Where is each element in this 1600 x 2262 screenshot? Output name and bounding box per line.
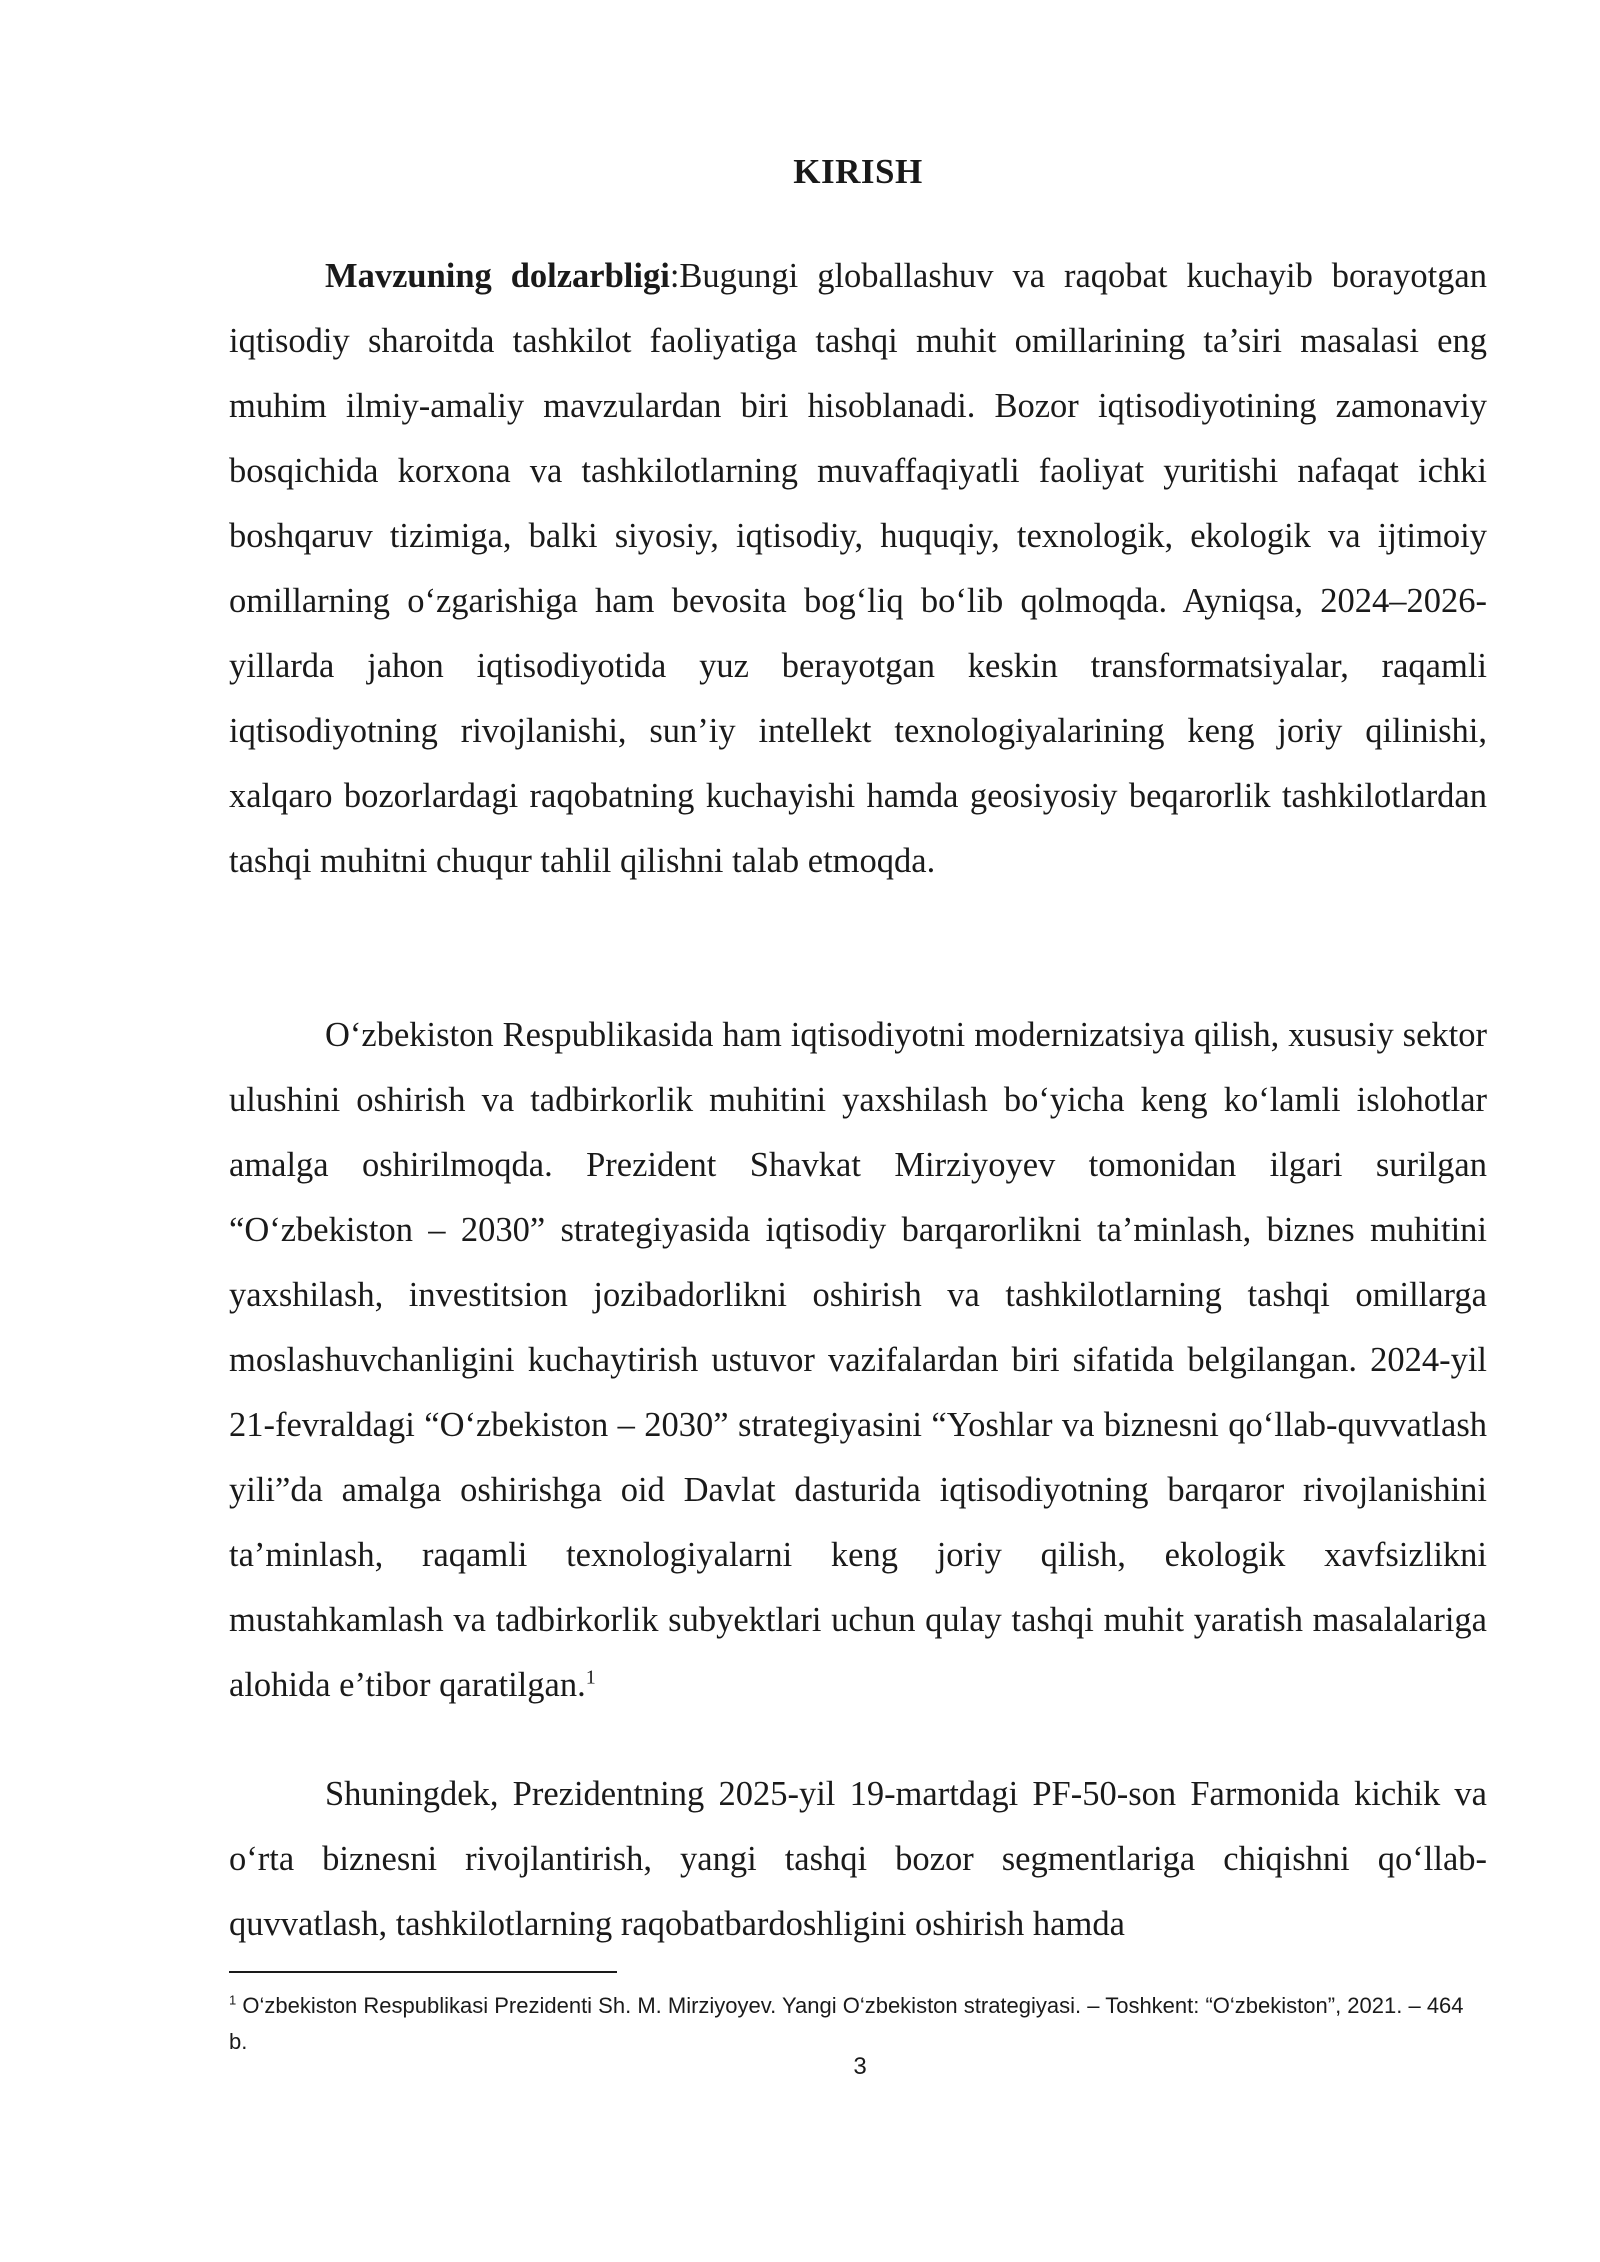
- paragraph-text: :Bugungi globallashuv va raqobat kuchayib borayotgan iqtisodiy sharoitda tashkilot faoliyatiga tashqi muhit omillarining ta’siri masalasi eng muhim ilmiy-amaliy mavzulardan biri hisoblanadi. Bozor iqtisodiyotining zamonaviy bosqichida korxona va tashkilotlarning muvaffaqiyatli faoliyat yuritishi nafaqat ichki boshqaruv tizimiga, balki siyosiy, iqtisodiy, huquqiy, texnologik, ekologik va ijtimoiy omillarning o‘zgarishiga ham bevosita bog‘liq bo‘lib qolmoqda. Ayniqsa, 2024–2026-yillarda jahon iqtisodiyotida yuz berayotgan keskin transformatsiyalar, raqamli iqtisodiyotning rivojlanishi, sun’iy intellekt texnologiyalarining keng joriy qilinishi, xalqaro bozorlardagi raqobatning kuchayishi hamda geosiyosiy beqarorlik tashkilotlardan tashqi muhitni chuqur tahlil qilishni talab etmoqda.: [229, 257, 1487, 880]
- footnote-text: O‘zbekiston Respublikasi Prezidenti Sh. M. Mirziyoyev. Yangi O‘zbekiston strategiyasi. – Toshkent: “O‘zbekiston”, 2021. – 464 b.: [229, 1993, 1464, 2054]
- paragraph-relevance: [229, 244, 1487, 894]
- paragraph-bold-lead: Mavzuning dolzarbligi: [325, 257, 670, 295]
- page-number: 3: [853, 2053, 867, 2080]
- footnote: [229, 1988, 1487, 2060]
- paragraph-reforms: [229, 1003, 1487, 1718]
- footnote-number: 1: [229, 1992, 237, 2008]
- paragraph-decree: [229, 1762, 1487, 1957]
- footnote-reference[interactable]: 1: [585, 1666, 596, 1689]
- section-heading: KIRISH: [793, 152, 923, 191]
- paragraph-text: O‘zbekiston Respublikasida ham iqtisodiyotni modernizatsiya qilish, xususiy sektor ulushini oshirish va tadbirkorlik muhitini yaxshilash bo‘yicha keng ko‘lamli islohotlar amalga oshirilmoqda. Prezident Shavkat Mirziyoyev tomonidan ilgari surilgan “O‘zbekiston – 2030” strategiyasida iqtisodiy barqarorlikni ta’minlash, biznes muhitini yaxshilash, investitsion jozibadorlikni oshirish va tashkilotlarning tashqi omillarga moslashuvchanligini kuchaytirish ustuvor vazifalardan biri sifatida belgilangan. 2024-yil 21-fevraldagi “O‘zbekiston – 2030” strategiyasini “Yoshlar va biznesni qo‘llab-quvvatlash yili”da amalga oshirishga oid Davlat dasturida iqtisodiyotning barqaror rivojlanishini ta’minlash, raqamli texnologiyalarni keng joriy qilish, ekologik xavfsizlikni mustahkamlash va tadbirkorlik subyektlari uchun qulay tashqi muhit yaratish masalalariga alohida e’tibor qaratilgan.: [229, 1016, 1487, 1704]
- paragraph-text: Shuningdek, Prezidentning 2025-yil 19-martdagi PF-50-son Farmonida kichik va o‘rta biznesni rivojlantirish, yangi tashqi bozor segmentlariga chiqishni qo‘llab-quvvatlash, tashkilotlarning raqobatbardoshligini oshirish hamda: [229, 1775, 1487, 1943]
- footnote-separator: [229, 1971, 617, 1973]
